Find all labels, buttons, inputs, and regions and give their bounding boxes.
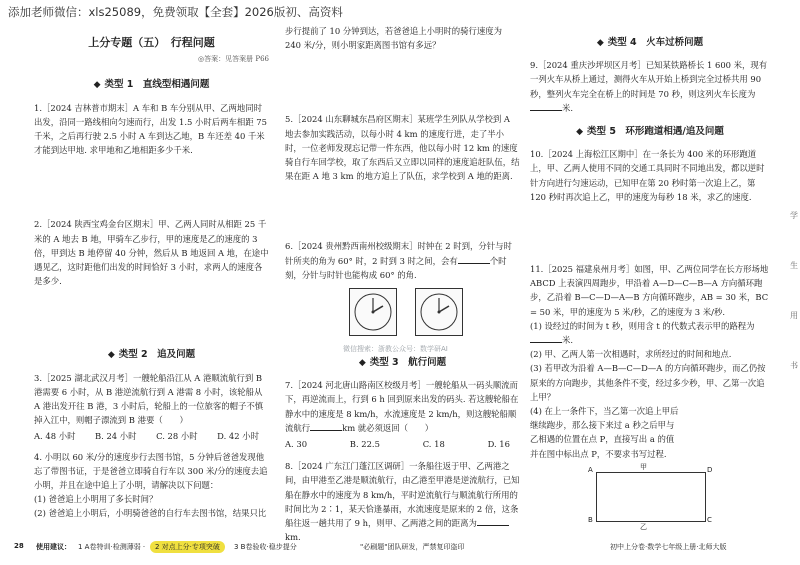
rectangle-figure [596, 472, 706, 522]
clock-figure-1 [349, 288, 397, 336]
question-11-part-3: (3) 若甲改为沿着 A—B—C—D—A 的方向循环跑步，而乙仍按原来的方向跑步，其他条件不变，经过多少秒，甲、乙第一次追上甲？ [530, 363, 766, 402]
step-2: 2 对点上分·专项突破 [150, 541, 225, 553]
question-9: 9.［2024 重庆沙坪坝区月考］已知某铁路桥长 1 600 米，现有一列火车从桥上通过，测得火车从开始上桥到完全过桥共用 90 秒，整列火车完全在桥上的时间是 70 秒，则这列火车长度为米. [530, 60, 768, 113]
step-1: 1 A卷特训·检测薄弱 · [78, 543, 146, 551]
label-jia: 甲 [640, 463, 647, 471]
step-3: 3 B卷验收·稳步提分 [234, 543, 297, 551]
watermark-stamp: 微信搜索：浙教公众号：数学研AI [343, 345, 448, 353]
question-6: 6.［2024 贵州黔西南州校级期末］时钟在 2 时到，分针与时针所夹的角为 60° 时，2 时到 3 时之间，会有 个时刻，分针与时针也能构成 60° 的角. [285, 241, 512, 280]
watermark-text: 添加老师微信：xls25089，免费领取【全套】2026版初、高资料 [8, 5, 343, 19]
question-7-options [285, 437, 520, 451]
clock-figure-2 [415, 288, 463, 336]
question-3-options [34, 429, 269, 443]
question-4: 4. 小明以 60 米/分的速度步行去图书馆，5 分钟后爸爸发现他忘了带图书证，于是爸爸立即骑自行车以 300 米/分的速度去追小明，并且在途中追上了小明，请解决以下问题： [34, 451, 268, 491]
section-heading-type4: ◆ 类型 4 火车过桥问题 [596, 37, 704, 48]
answer-blank [530, 333, 562, 343]
side-mark-1: 学 [790, 211, 798, 220]
book-icon: ◆ [107, 350, 115, 361]
option-c: C. 18 [422, 439, 445, 450]
section-heading-type3: ◆ 类型 3 航行问题 [358, 357, 447, 369]
answer-reference: ◎答案：见答案册 P66 [198, 55, 269, 64]
label-d: D [707, 466, 713, 474]
answer-blank [310, 421, 342, 431]
answer-blank [530, 101, 562, 111]
page-title: 上分专题（五） 行程问题 [88, 36, 215, 49]
question-3: 3.［2025 湖北武汉月考］一艘轮船沿江从 A 港顺流航行到 B 港需要 6 小时，从 B 港逆流航行到 A 港需 8 小时，该轮船从 A 港出发开往 B 港，3 小时后，轮船上的一位旅客的帽子不慎掉入江中，则帽子漂流到 B 港要（ ） [34, 372, 264, 426]
question-2: 2.［2024 陕西宝鸡金台区期末］甲、乙两人同时从相距 25 千米的 A 地去 B 地，甲骑车乙步行，甲的速度是乙的速度的 3 倍，甲到达 B 地停留 40 分钟，然后从 B 地返回 A 地，在途中遇见乙，这时距他们出发的时间恰好 3 小时，求两人的速度各是多少. [34, 219, 269, 287]
option-d: D. 16 [487, 439, 510, 450]
column-middle [285, 24, 520, 552]
book-title: 初中上分卷·数学七年级上册·北师大版 [610, 543, 727, 551]
section-heading-type5: ◆ 类型 5 环形跑道相遇/追及问题 [576, 126, 724, 138]
section-heading-type2: ◆ 类型 2 追及问题 [107, 349, 196, 361]
book-icon: ◆ [358, 358, 366, 369]
book-icon: ◆ [596, 38, 604, 48]
section-heading-type1: ◆ 类型 1 直线型相遇问题 [93, 79, 210, 91]
book-icon: ◆ [576, 127, 584, 138]
footer-slogan: "必刷题"团队研发，严禁复印盗印 [360, 543, 465, 551]
label-a: A [588, 466, 593, 474]
question-11-part-1: (1) 设经过的时间为 t 秒，则用含 t 的代数式表示甲的路程为米. [530, 320, 755, 346]
question-11-part-2: (2) 甲、乙两人第一次相遇时，求所经过的时间和地点. [530, 349, 732, 360]
label-yi: 乙 [640, 523, 647, 531]
question-4-part-1: (1) 爸爸追上小明用了多长时间？ [34, 494, 158, 505]
usage-advice: 使用建议： [36, 543, 71, 551]
option-d: D. 42 小时 [217, 431, 259, 442]
book-icon: ◆ [93, 80, 101, 91]
option-c: C. 28 小时 [156, 431, 198, 442]
question-4-continued: 步行提前了 10 分钟到达，若爸爸追上小明时的骑行速度为 240 米/分，则小明家距离图书馆有多远？ [285, 26, 502, 51]
question-5: 5.［2024 山东聊城东昌府区期末］某班学生列队从学校到 A 地去参加实践活动，以每小时 4 km 的速度行进，走了半小时，一位老师发现忘记带一件东西，他以每小时 12 km 的速度骑自行车回学校，取了东西后又立即以同样的速度追赶队伍，结果在距 A 地 3 km 的地方追上了队伍，求学校到 A 地的距离. [285, 114, 520, 182]
side-mark-2: 生 [790, 261, 798, 270]
column-left [34, 36, 269, 521]
footer [0, 539, 800, 557]
option-b: B. 24 小时 [95, 431, 137, 442]
side-mark-3: 用 [790, 311, 798, 320]
question-1: 1.［2024 吉林普市期末］A 车和 B 车分别从甲、乙两地同时出发，沿同一路线相向匀速而行，出发 1.5 小时后两车相距 75 千米，之后再行驶 2.5 小时 A 车到达乙地，B 车还差 40 千米才能到达甲地. 求甲地和乙地相距多少千米. [34, 102, 267, 156]
clock-figures [349, 288, 520, 336]
side-mark-4: 书 [790, 361, 798, 370]
option-b: B. 22.5 [349, 439, 380, 450]
label-b: B [588, 516, 593, 524]
page-number: 28 [14, 542, 24, 550]
question-11: 11.［2025 福建泉州月考］如图，甲、乙两位同学在长方形场地 ABCD 上表演四周跑步，甲沿着 A—D—C—B—A 方向循环跑步，乙沿着 B—C—D—A—B 方向循环跑步，AB = 30 米，BC = 50 米，甲的速度为 5 米/秒，乙的速度为 3 米/秒. [530, 264, 769, 317]
question-7: 7.［2024 河北唐山路南区校级月考］一艘轮船从一码头顺流而下，再逆流而上，行到 6 h 回到原来出发的码头. 若这艘轮船在静水中的速度是 8 km/h，水流速度是 2 km/h，则这艘轮船顺流航行 km 就必须返回（ ） [285, 380, 519, 433]
option-a: A. 48 小时 [34, 431, 76, 442]
answer-blank [458, 254, 490, 264]
question-8: 8.［2024 广东江门蓬江区调研］一条船往返于甲、乙两港之间，由甲港至乙港是顺流航行，由乙港至甲港是逆流航行，已知船在静水中的速度为 8 km/h，平时逆流航行与顺流航行所用的时间比为 2∶1，某天恰逢暴雨，水流速度是原来的 2 倍，这条船往返一趟共用了 9 h，则甲、乙两港之间的距离为km. [285, 461, 520, 543]
question-11-part-4: (4) 在上一条件下，当乙第一次追上甲后继续跑步，那么接下来过 a 秒之后甲与乙相遇的位置在点 P，直接写出 a 的值并在图中标出点 P，不要求书写过程. [530, 406, 679, 459]
column-right [530, 36, 770, 461]
question-10: 10.［2024 上海松江区期中］在一条长为 400 米的环形跑道上，甲、乙两人使用不同的交通工具同时不同地出发，都以逆时针方向进行匀速运动，已知甲在第 20 秒时第一次追上乙，第 120 秒时再次追上乙，甲的速度为每秒 18 米，求乙的速度. [530, 149, 765, 202]
option-a: A. 30 [285, 439, 308, 450]
question-4-part-2: (2) 爸爸追上小明后，小明骑爸爸的自行车去图书馆，结果只比 [34, 508, 267, 519]
answer-blank [477, 516, 509, 526]
label-c: C [707, 516, 712, 524]
